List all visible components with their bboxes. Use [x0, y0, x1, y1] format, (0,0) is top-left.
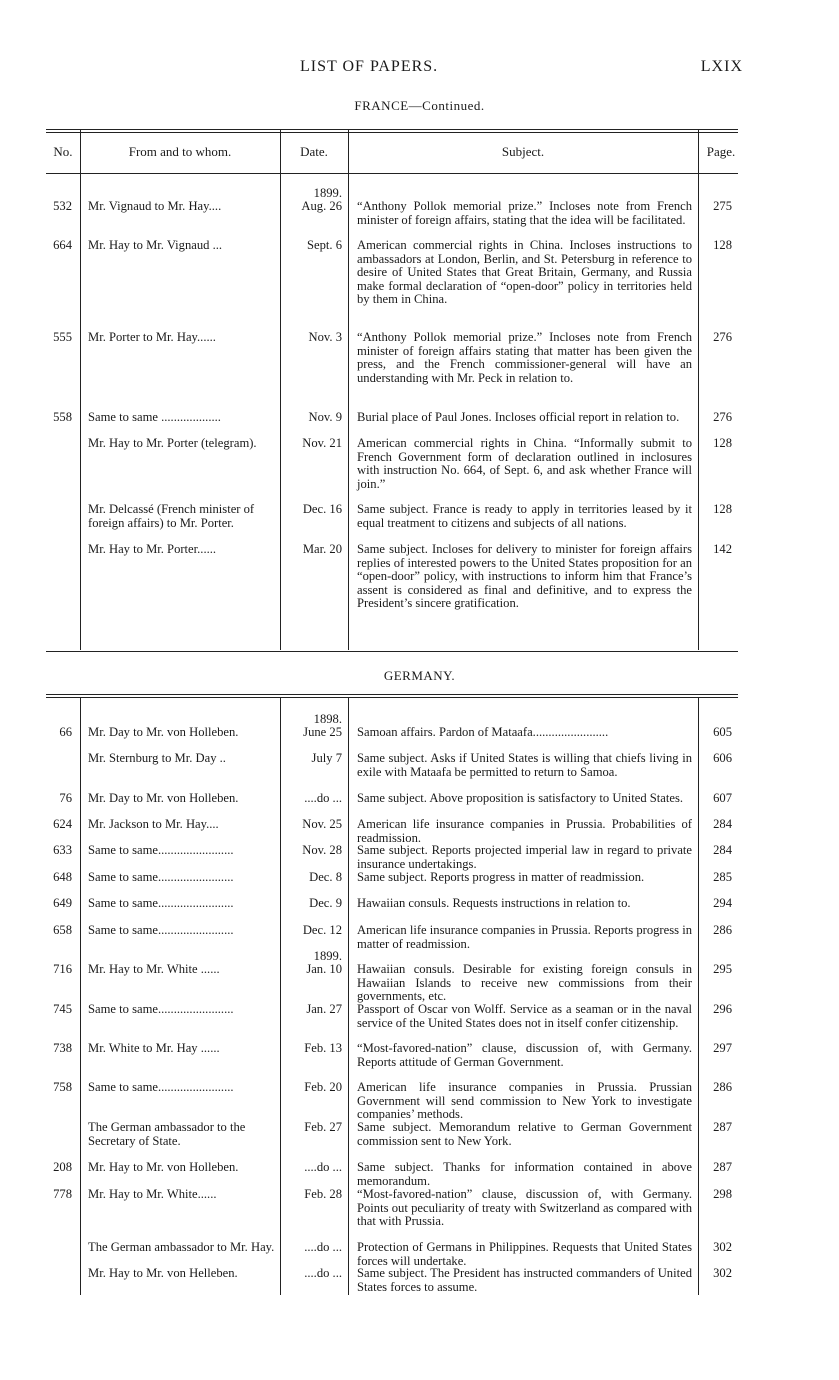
entry-from: Mr. Hay to Mr. Porter (telegram). — [88, 436, 257, 450]
entry-page: 128 — [713, 238, 732, 252]
entry-number: 778 — [53, 1187, 72, 1201]
entry-date: Nov. 9 — [308, 410, 342, 424]
entry-date: Nov. 3 — [308, 330, 342, 344]
entry-subject: Protection of Germans in Philippines. Requests that United States forces will undertake. — [357, 1240, 692, 1268]
entry-from: Mr. Hay to Mr. White...... — [88, 1187, 217, 1201]
entry-date: Nov. 28 — [302, 843, 342, 857]
entry-subject: “Anthony Pollok memorial prize.” Incloses note from French minister of foreign affairs, stating that the idea will be facilitated. — [357, 199, 692, 227]
entry-from: The German ambassador to the Secretary of State. — [88, 1120, 246, 1148]
entry-subject: American life insurance companies in Prussia. Prussian Government will send commission to New York to investigate companies’ methods. — [357, 1080, 692, 1121]
entry-page: 298 — [713, 1187, 732, 1201]
entry-subject: Hawaiian consuls. Desirable for existing foreign consuls in Hawaiian Islands to receive new commissions from their governments, etc. — [357, 962, 692, 1003]
page-header — [0, 58, 839, 82]
column-header-date: Date. — [300, 144, 328, 159]
entry-page: 287 — [713, 1120, 732, 1134]
entry-date: Jan. 10 — [306, 962, 342, 976]
entry-date: Dec. 8 — [309, 870, 342, 884]
entry-number: 66 — [59, 725, 72, 739]
entry-page: 285 — [713, 870, 732, 884]
entry-from: Same to same........................ — [88, 896, 234, 910]
table-rule — [46, 694, 738, 695]
year-label: 1899. — [313, 949, 342, 963]
entry-date: Aug. 26 — [301, 199, 342, 213]
entry-subject: Same subject. Reports projected imperial law in regard to private insurance undertakings. — [357, 843, 692, 871]
entry-from: Same to same........................ — [88, 1002, 234, 1016]
entry-subject: Passport of Oscar von Wolff. Service as a seaman or in the naval service of the United States does not in itself confer citizenship. — [357, 1002, 692, 1030]
entry-date: ....do ... — [304, 1266, 342, 1280]
column-header-from: From and to whom. — [128, 144, 232, 159]
entry-page: 296 — [713, 1002, 732, 1016]
entry-number: 738 — [53, 1041, 72, 1055]
column-header-subject: Subject. — [501, 144, 545, 159]
table-rule — [46, 697, 738, 698]
column-rule — [80, 130, 81, 650]
entry-page: 295 — [713, 962, 732, 976]
entry-from: Same to same........................ — [88, 1080, 234, 1094]
entry-number: 649 — [53, 896, 72, 910]
entry-from: Mr. Hay to Mr. von Helleben. — [88, 1266, 238, 1280]
entry-page: 287 — [713, 1160, 732, 1174]
year-label: 1898. — [313, 712, 342, 726]
entry-subject: American life insurance companies in Prussia. Probabilities of readmission. — [357, 817, 692, 845]
entry-number: 664 — [53, 238, 72, 252]
entry-date: Dec. 9 — [309, 896, 342, 910]
entry-number: 745 — [53, 1002, 72, 1016]
entry-from: Mr. Hay to Mr. von Holleben. — [88, 1160, 239, 1174]
column-rule — [348, 697, 349, 1295]
entry-subject: Same subject. Thanks for information contained in above memorandum. — [357, 1160, 692, 1188]
entry-date: Feb. 27 — [304, 1120, 342, 1134]
entry-subject: Same subject. Incloses for delivery to minister for foreign affairs replies of interested powers to the United States proposition for an “open-door” policy, with instructions to inform him that France’s assent is considered as final and definitive, and to express the President’s sincere gratification. — [357, 542, 692, 610]
entry-number: 208 — [53, 1160, 72, 1174]
entry-number: 658 — [53, 923, 72, 937]
entry-page: 297 — [713, 1041, 732, 1055]
section-heading-germany: GERMANY. — [383, 668, 456, 683]
entry-page: 607 — [713, 791, 732, 805]
entry-subject: Hawaiian consuls. Requests instructions in relation to. — [357, 896, 631, 910]
entry-subject: Same subject. Asks if United States is willing that chiefs living in exile with Mataafa be permitted to return to Samoa. — [357, 751, 692, 779]
entry-number: 76 — [59, 791, 72, 805]
entry-subject: American commercial rights in China. Incloses instructions to ambassadors at London, Berlin, and St. Petersburg in reference to desire of United States that Great Britain, Germany, and Russia make formal declaration of “open-door” policy in territories held by them in China. — [357, 238, 692, 306]
entry-number: 532 — [53, 199, 72, 213]
entry-subject: American life insurance companies in Prussia. Reports progress in matter of readmission. — [357, 923, 692, 951]
entry-page: 302 — [713, 1240, 732, 1254]
entry-page: 606 — [713, 751, 732, 765]
entry-date: ....do ... — [304, 1240, 342, 1254]
entry-from: Same to same........................ — [88, 923, 234, 937]
column-rule — [698, 697, 699, 1295]
table-rule — [46, 129, 738, 130]
entry-subject: Same subject. Memorandum relative to German Government commission sent to New York. — [357, 1120, 692, 1148]
entry-subject: Samoan affairs. Pardon of Mataafa........................ — [357, 725, 609, 739]
entry-number: 716 — [53, 962, 72, 976]
entry-from: Mr. White to Mr. Hay ...... — [88, 1041, 220, 1055]
column-header-no: No. — [53, 144, 73, 159]
entry-page: 286 — [713, 1080, 732, 1094]
entry-date: Mar. 20 — [302, 542, 342, 556]
table-rule — [46, 132, 738, 133]
entry-page: 128 — [713, 436, 732, 450]
year-label: 1899. — [313, 186, 342, 200]
entry-date: ....do ... — [304, 791, 342, 805]
entry-date: Jan. 27 — [306, 1002, 342, 1016]
running-title: LIST OF PAPERS. — [300, 58, 439, 75]
entry-number: 624 — [53, 817, 72, 831]
entry-page: 294 — [713, 896, 732, 910]
entry-number: 648 — [53, 870, 72, 884]
entry-from: Same to same........................ — [88, 843, 234, 857]
entry-from: The German ambassador to Mr. Hay. — [88, 1240, 275, 1254]
entry-from: Same to same........................ — [88, 870, 234, 884]
entry-number: 633 — [53, 843, 72, 857]
entry-date: Sept. 6 — [307, 238, 342, 252]
column-rule — [80, 697, 81, 1295]
entry-from: Mr. Hay to Mr. White ...... — [88, 962, 220, 976]
entry-page: 284 — [713, 843, 732, 857]
entry-page: 302 — [713, 1266, 732, 1280]
column-rule — [698, 130, 699, 650]
entry-date: ....do ... — [304, 1160, 342, 1174]
entry-from: Mr. Day to Mr. von Holleben. — [88, 791, 239, 805]
entry-date: Feb. 28 — [304, 1187, 342, 1201]
entry-from: Mr. Sternburg to Mr. Day .. — [88, 751, 226, 765]
entry-subject: “Anthony Pollok memorial prize.” Incloses note from French minister of foreign affairs stating that matter has been given the press, and the French commissioner-general will have an understanding with Mr. Peck in relation to. — [357, 330, 692, 385]
entry-page: 276 — [713, 330, 732, 344]
table-rule — [46, 651, 738, 652]
entry-subject: “Most-favored-nation” clause, discussion of, with Germany. Points out peculiarity of treaty with Switzerland as compared with that with Prussia. — [357, 1187, 692, 1228]
entry-page: 286 — [713, 923, 732, 937]
entry-subject: Same subject. France is ready to apply in territories leased by it equal treatment to citizens and subjects of all nations. — [357, 502, 692, 530]
column-rule — [348, 130, 349, 650]
entry-subject: “Most-favored-nation” clause, discussion of, with Germany. Reports attitude of German Government. — [357, 1041, 692, 1069]
section-heading-france: FRANCE—Continued. — [354, 98, 485, 113]
entry-from: Mr. Vignaud to Mr. Hay.... — [88, 199, 222, 213]
entry-from: Mr. Hay to Mr. Porter...... — [88, 542, 217, 556]
entry-page: 276 — [713, 410, 732, 424]
entry-date: Nov. 25 — [302, 817, 342, 831]
entry-from: Same to same ................... — [88, 410, 221, 424]
entry-from: Mr. Delcassé (French minister of foreign affairs) to Mr. Porter. — [88, 502, 255, 530]
entry-page: 128 — [713, 502, 732, 516]
page-numeral: LXIX — [700, 58, 743, 75]
entry-page: 142 — [713, 542, 732, 556]
entry-from: Mr. Jackson to Mr. Hay.... — [88, 817, 219, 831]
entry-page: 605 — [713, 725, 732, 739]
entry-page: 275 — [713, 199, 732, 213]
header-underline — [46, 173, 738, 174]
entry-date: Nov. 21 — [302, 436, 342, 450]
column-header-page: Page. — [706, 144, 736, 159]
entry-date: Dec. 12 — [302, 923, 342, 937]
entry-subject: American commercial rights in China. “Informally submit to French Government form of declaration outlined in inclosures with instruction No. 664, of Sept. 6, and ask whether France will join.” — [357, 436, 692, 491]
entry-number: 758 — [53, 1080, 72, 1094]
entry-subject: Same subject. Reports progress in matter of readmission. — [357, 870, 645, 884]
entry-number: 558 — [53, 410, 72, 424]
entry-from: Mr. Day to Mr. von Holleben. — [88, 725, 239, 739]
entry-date: June 25 — [303, 725, 342, 739]
entry-date: Feb. 13 — [304, 1041, 342, 1055]
entry-date: July 7 — [311, 751, 342, 765]
entry-from: Mr. Porter to Mr. Hay...... — [88, 330, 216, 344]
entry-date: Feb. 20 — [304, 1080, 342, 1094]
column-rule — [280, 697, 281, 1295]
entry-subject: Same subject. Above proposition is satisfactory to United States. — [357, 791, 683, 805]
entry-subject: Same subject. The President has instructed commanders of United States forces to assume. — [357, 1266, 692, 1294]
entry-from: Mr. Hay to Mr. Vignaud ... — [88, 238, 223, 252]
entry-number: 555 — [53, 330, 72, 344]
entry-page: 284 — [713, 817, 732, 831]
entry-date: Dec. 16 — [302, 502, 342, 516]
entry-subject: Burial place of Paul Jones. Incloses official report in relation to. — [357, 410, 680, 424]
